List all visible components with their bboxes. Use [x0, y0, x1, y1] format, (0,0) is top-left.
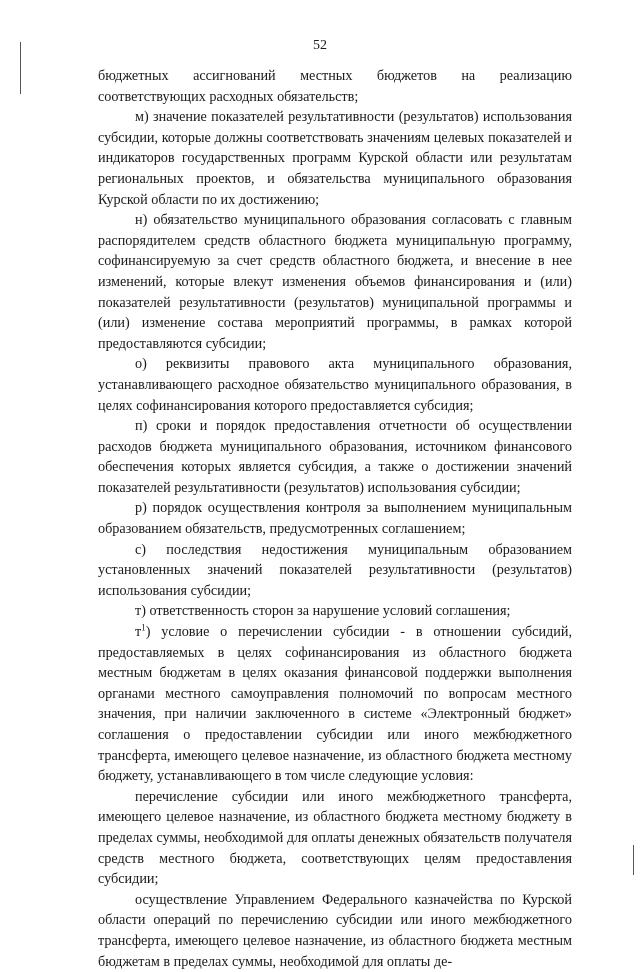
paragraph-item-o: о) реквизиты правового акта муниципального образования, устанавливающего расходное обязательство муниципального образования, в целях софинансирования которого предоставляется субсидия; — [98, 356, 572, 414]
item-letter: т — [135, 624, 142, 641]
paragraph-item-p: п) сроки и порядок предоставления отчетности об осуществлении расходов бюджета муниципального образования, источником финансового обеспечения которых является субсидия, а также о достижении значений показателей результативности (результатов) использования субсидии; — [98, 418, 572, 496]
paragraph-item-r: р) порядок осуществления контроля за выполнением муниципальным образованием обязательств, предусмотренных соглашением; — [98, 500, 572, 538]
paragraph-item-t: т) ответственность сторон за нарушение условий соглашения; — [135, 603, 511, 620]
page-number: 52 — [313, 38, 327, 53]
paragraph-item-t1 — [98, 622, 572, 787]
paragraph-continuation: бюджетных ассигнований местных бюджетов на реализацию соответствующих расходных обязательств; — [98, 68, 572, 105]
paragraph-condition-treasury: осуществление Управлением Федерального казначейства по Курской области операций по перечислению субсидии или иного межбюджетного трансферта, имеющего целевое назначение, из областного бюджета местным бюджетам в пределах суммы, необходимой для оплаты де- — [98, 891, 572, 970]
item-superscript: 1 — [141, 622, 146, 633]
scan-edge-mark — [633, 845, 634, 875]
paragraph-item-m: м) значение показателей результативности (результатов) использования субсидии, которые должны соответствовать значениям целевых показателей и индикаторов государственных программ Курской области или результатам региональных проектов, и обязательства муниципального образования Курской области по их достижению; — [98, 109, 572, 208]
paragraph-condition-transfer: перечисление субсидии или иного межбюджетного трансферта, имеющего целевое назначение, из областного бюджета местному бюджету в пределах суммы, необходимой для оплаты денежных обязательств получателя средств местного бюджета, соответствующих целям предоставления субсидии; — [98, 788, 572, 888]
document-body — [98, 66, 572, 972]
paragraph-item-n: н) обязательство муниципального образования согласовать с главным распорядителем средств областного бюджета муниципальную программу, софинансируемую за счет средств областного бюджета, и внесение в нее изменений, которые влекут изменения объемов финансирования и (или) показателей результативности (результатов) муниципальной программы и (или) изменение состава мероприятий программы, в рамках которой предоставляются субсидии; — [98, 212, 572, 352]
item-text: ) условие о перечислении субсидии - в отношении субсидий, предоставляемых в целях софинансирования из областного бюджета местным бюджетам в целях оказания финансовой поддержки выполнения органами местного самоуправления полномочий по вопросам местного значения, при наличии заключенного в системе «Электронный бюджет» соглашения о предоставлении субсидии или иного межбюджетного трансферта, имеющего целевое назначение, из областного бюджета местному бюджету, устанавливающего в том числе следующие условия: — [98, 624, 572, 785]
paragraph-item-s: с) последствия недостижения муниципальным образованием установленных значений показателей результативности (результатов) использования субсидии; — [98, 541, 572, 599]
